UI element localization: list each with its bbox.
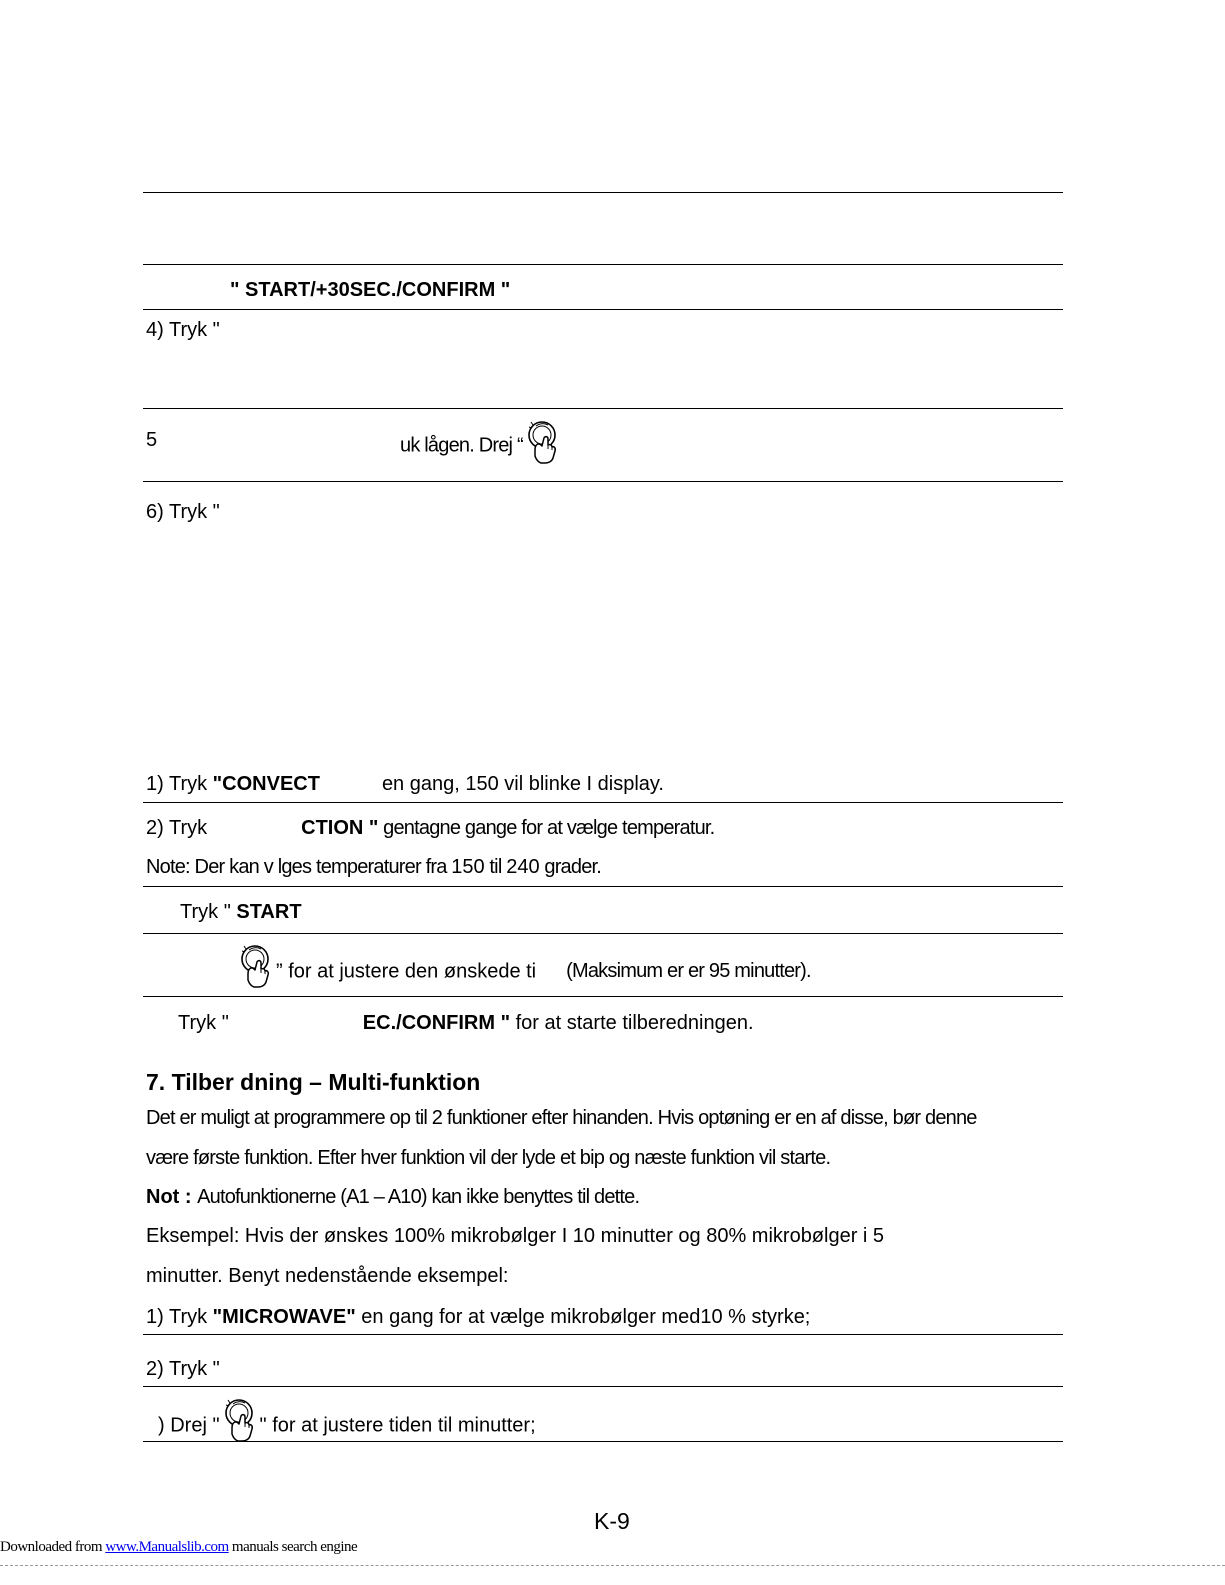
divider (143, 309, 1063, 310)
step-text: " for at justere tiden til minutter; (259, 1414, 536, 1437)
step-text: Tryk " (178, 1012, 229, 1034)
step-4: 4) Tryk " (146, 319, 220, 341)
multi-step-2: 2) Tryk " (146, 1358, 220, 1380)
divider (143, 802, 1063, 803)
note-label: Not : (146, 1186, 198, 1208)
microwave-button-label: "MICROWAVE" (212, 1306, 356, 1328)
step-5-text (400, 428, 563, 464)
paragraph: Det er muligt at programmere op til 2 funktioner efter hinanden. Hvis optøning er en af disse, bør denne (146, 1107, 977, 1129)
step-text: (Maksimum er er 95 minutter). (566, 960, 811, 983)
paragraph: være første funktion. Efter hver funktion vil der lyde et bip og næste funktion vil starte. (146, 1147, 831, 1169)
note-text: til (484, 856, 507, 878)
convection-step-3 (180, 900, 302, 924)
multi-step-1 (146, 1305, 810, 1329)
footer-text: manuals search engine (228, 1539, 358, 1555)
divider (143, 264, 1063, 265)
convection-button-label: "CONVECT (212, 773, 320, 795)
page-number: K-9 (594, 1508, 630, 1534)
section-heading: 7. Tilber dning – Multi-funktion (146, 1069, 481, 1095)
footer-divider (0, 1565, 1225, 1566)
start-button-label: START (236, 901, 302, 923)
step-text: Tryk " (180, 901, 237, 923)
step-text: en gang for at vælge mikrobølger med10 % styrke; (355, 1306, 811, 1328)
knob-icon (523, 418, 563, 464)
temp-max: 240 (506, 856, 540, 878)
step-text: ) Drej " (158, 1414, 220, 1437)
temp-min: 150 (451, 856, 485, 878)
divider (143, 408, 1063, 409)
step-text: for at starte tilberedningen. (510, 1012, 754, 1034)
manualslib-link[interactable]: www.Manualslib.com (105, 1539, 229, 1555)
note-text: Note: Der kan v lges temperaturer fra (146, 856, 452, 878)
divider (143, 481, 1063, 482)
convection-step-4 (236, 956, 811, 988)
divider (143, 1386, 1063, 1387)
example-line: minutter. Benyt nedenstående eksempel: (146, 1265, 509, 1287)
multi-step-3 (158, 1410, 536, 1442)
convection-step-2 (146, 816, 714, 840)
step-text: gentagne gange for at vælge temperatur. (378, 817, 715, 839)
divider (143, 192, 1063, 193)
note-text: Autofunktionerne (A1 – A10) kan ikke benyttes til dette. (197, 1186, 640, 1208)
confirm-button-label: EC./CONFIRM " (362, 1012, 511, 1034)
step-text: ” for at justere den ønskede ti (276, 960, 537, 983)
footer (0, 1539, 357, 1556)
convection-step-1 (146, 772, 664, 796)
divider (143, 1334, 1063, 1335)
divider (143, 996, 1063, 997)
knob-icon (220, 1396, 260, 1442)
confirm-button-label: " START/+30SEC./CONFIRM " (230, 279, 511, 301)
convection-step-5 (178, 1011, 754, 1035)
step-text: en gang, 150 vil blinke I display. (381, 773, 664, 795)
step-6: 6) Tryk " (146, 501, 220, 523)
convection-button-label: CTION " (301, 817, 379, 839)
divider (143, 933, 1063, 934)
step-5-label: uk lågen. Drej “ (400, 434, 523, 457)
step-5-number: 5 (146, 429, 158, 451)
divider (143, 886, 1063, 887)
temperature-note (146, 855, 601, 879)
footer-text: Downloaded from (0, 1539, 106, 1555)
example-line: Eksempel: Hvis der ønskes 100% mikrobølger I 10 minutter og 80% mikrobølger i 5 (146, 1225, 885, 1247)
step-text: 1) Tryk (146, 1306, 213, 1328)
note-text: grader. (539, 856, 602, 878)
step-text: 2) Tryk (146, 817, 208, 839)
step-text: 1) Tryk (146, 773, 213, 795)
multi-note (146, 1185, 639, 1209)
knob-icon (236, 942, 276, 988)
